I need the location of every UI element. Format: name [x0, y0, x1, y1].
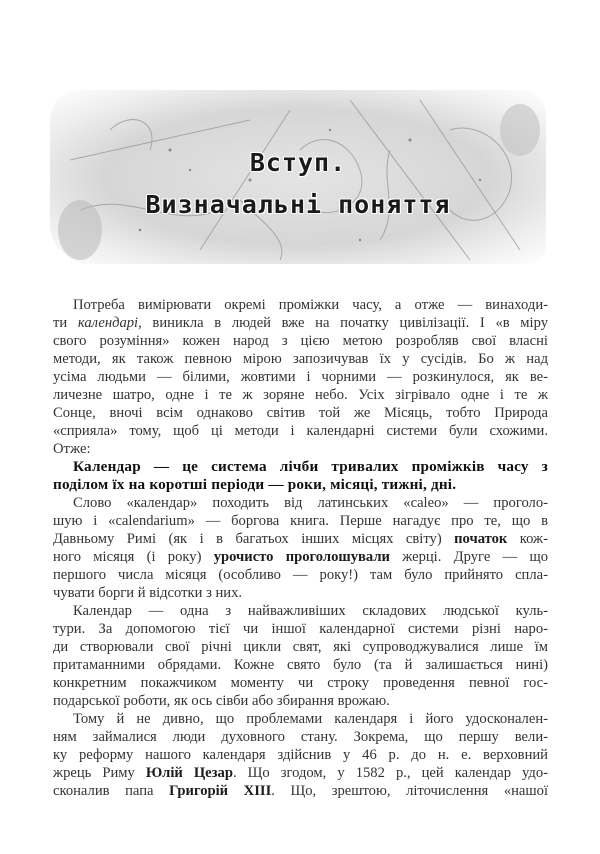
text-segment: тури. За допомогою тієї чи іншої календарної системи різні наро-	[53, 621, 548, 637]
text-segment: чувати борги й відсотки з них.	[53, 585, 243, 601]
text-segment: ням займалися люди духовного стану. Зокрема, що першу вели-	[53, 729, 548, 745]
text-line	[53, 296, 548, 314]
text-line	[53, 566, 548, 584]
text-segment: подарської роботи, як ось сівби або збирання врожаю.	[53, 693, 390, 709]
text-line	[53, 422, 548, 440]
text-segment: сконалив папа	[53, 783, 170, 799]
text-line	[53, 692, 548, 710]
text-line	[53, 530, 548, 548]
chapter-title-line2: Визначальні поняття	[145, 190, 451, 219]
text-segment: ку реформу нашого календаря здійснив у 46 р. до н. е. верховний	[53, 747, 548, 763]
text-segment: жрець Риму	[53, 765, 146, 781]
text-segment: жерці. Друге — що	[389, 549, 548, 565]
text-line	[53, 728, 548, 746]
text-segment: усіма людьми — білими, жовтими і чорними — розкинулося, як ве-	[53, 369, 548, 385]
text-line	[53, 638, 548, 656]
text-line	[53, 548, 548, 566]
bold-text: початок	[454, 531, 508, 547]
constellation-map-banner	[50, 90, 546, 264]
text-line	[53, 458, 548, 476]
bold-text: поділом їх на коротші періоди — роки, місяці, тижні, дні.	[53, 476, 457, 493]
text-segment: , виникла в людей вже на початку цивілізації. І «в міру	[138, 315, 548, 331]
text-segment: Тому й не дивно, що проблемами календаря і його удосконален-	[73, 711, 548, 727]
text-segment: Давньому Римі (як і в багатьох інших місцях світу)	[53, 531, 455, 547]
text-segment: ного місяця (і року)	[53, 549, 214, 565]
bold-text: Юлій Цезар	[145, 765, 233, 781]
text-segment: Сонце, вночі всім однаково світив той же Місяць, тобто Природа	[53, 405, 548, 421]
text-line	[53, 584, 548, 602]
text-line	[53, 764, 548, 782]
bold-text: Календар — це система лічби тривалих проміжків часу з	[73, 458, 548, 475]
text-segment: першого числа місяця (особливо — року!) там було прийнято спла-	[53, 567, 548, 583]
text-line	[53, 674, 548, 692]
text-line	[53, 350, 548, 368]
text-line	[53, 602, 548, 620]
star-chart-illustration	[50, 90, 546, 264]
text-segment: ти	[53, 315, 78, 331]
text-line	[53, 782, 548, 800]
text-segment: Потреба вимірювати окремі проміжки часу, а отже — винаходи-	[73, 297, 548, 313]
text-segment: . Що згодом, у 1582 р., цей календар удо-	[232, 765, 549, 781]
text-line	[53, 512, 548, 530]
text-segment: ди створювали свої річні цикли свят, які супроводжувалися лише їм	[53, 639, 548, 655]
text-line	[53, 314, 548, 332]
text-line	[53, 404, 548, 422]
text-line	[53, 440, 548, 458]
text-segment: кож-	[507, 531, 549, 547]
italic-term: календарі	[77, 315, 139, 331]
body-text	[53, 296, 548, 800]
text-line	[53, 476, 548, 494]
text-segment: конкретним покажчиком моменту чи строку проведення певної гос-	[53, 675, 548, 691]
text-line	[53, 710, 548, 728]
bold-text: Григорій XIII	[169, 783, 272, 799]
chapter-title-line1: Вступ.	[249, 148, 347, 177]
text-segment: методи, як також певною мірою запозичував їх у сусідів. Бо ж над	[53, 351, 548, 367]
text-segment: . Що, зрештою, літочислення «нашої	[271, 783, 548, 799]
text-segment: Календар — одна з найважливіших складових людської куль-	[73, 603, 548, 619]
text-line	[53, 386, 548, 404]
text-line	[53, 332, 548, 350]
text-segment: «сприяла» тому, щоб ці методи і календарні системи були схожими.	[53, 423, 548, 439]
text-line	[53, 656, 548, 674]
text-segment: свого розуміння» кожен народ з цією метою розробляв свої власні	[53, 333, 548, 349]
text-segment: Слово «календар» походить від латинських «caleo» — проголо-	[73, 495, 548, 511]
text-segment: личезне шатро, одне і те ж зоряне небо. Усіх зігрівало одне і те ж	[53, 387, 548, 403]
text-segment: притаманними обрядами. Кожне свято було (та й залишається нині)	[53, 657, 548, 673]
text-segment: шую і «calendarium» — боргова книга. Перше нагадує про те, що в	[53, 513, 548, 529]
text-line	[53, 368, 548, 386]
bold-text: урочисто проголошували	[213, 549, 390, 565]
text-segment: Отже:	[53, 441, 91, 457]
text-line	[53, 746, 548, 764]
text-line	[53, 620, 548, 638]
text-line	[53, 494, 548, 512]
